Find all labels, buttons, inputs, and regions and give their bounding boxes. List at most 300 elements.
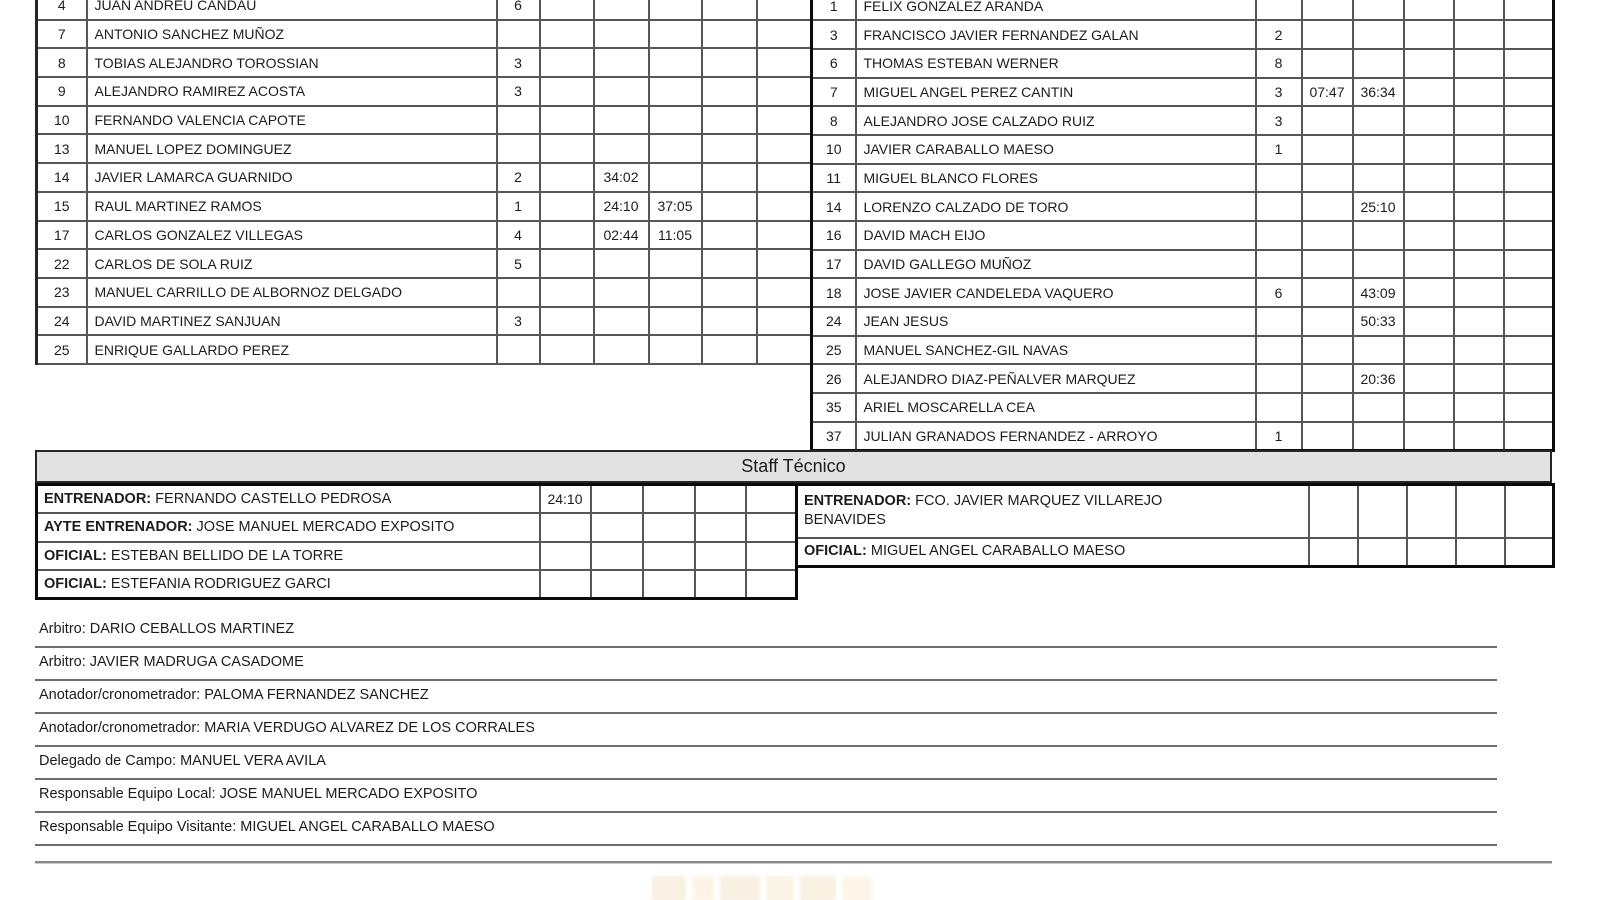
stat-cell [1256, 336, 1302, 365]
stat-cell [1504, 307, 1554, 336]
player-row [812, 221, 1554, 250]
stat-cell [1353, 0, 1404, 20]
staff-stat-cell [1407, 485, 1456, 538]
stat-cell [1454, 135, 1504, 164]
stat-cell [757, 20, 812, 49]
player-number: 7 [37, 20, 87, 49]
stat-cell [1504, 49, 1554, 78]
stat-cell [540, 163, 594, 192]
stat-cell [702, 307, 757, 336]
official-name: MIGUEL ANGEL CARABALLO MAESO [240, 819, 495, 835]
stat-cell [1302, 250, 1353, 279]
stat-cell [757, 307, 812, 336]
stat-cell [649, 163, 702, 192]
stat-cell: 6 [497, 0, 540, 20]
player-name: ALEJANDRO DIAZ-PEÑALVER MARQUEZ [856, 364, 1256, 393]
cutoff-stamp-fragment [652, 876, 908, 900]
stat-cell [1404, 78, 1454, 107]
stat-cell [1454, 336, 1504, 365]
player-row [812, 250, 1554, 279]
stat-cell: 34:02 [594, 163, 649, 192]
player-row [812, 192, 1554, 221]
stat-cell [1454, 422, 1504, 451]
staff-stat-cell [643, 542, 695, 571]
stat-cell [1302, 192, 1353, 221]
stat-cell [1302, 135, 1353, 164]
stat-cell: 1 [1256, 135, 1302, 164]
staff-member: OFICIAL: ESTEFANIA RODRIGUEZ GARCI [37, 570, 540, 599]
player-row [812, 422, 1554, 451]
stat-cell [540, 77, 594, 106]
stat-cell [702, 192, 757, 221]
stat-cell [1353, 221, 1404, 250]
player-number: 8 [37, 48, 87, 77]
stat-cell: 3 [1256, 78, 1302, 107]
player-row [812, 106, 1554, 135]
staff-member: ENTRENADOR: FCO. JAVIER MARQUEZ VILLAREJO BENAVIDES [797, 485, 1309, 538]
stat-cell [757, 163, 812, 192]
stat-cell [649, 335, 702, 364]
stat-cell [1302, 106, 1353, 135]
stat-cell [1504, 221, 1554, 250]
player-name: RAUL MARTINEZ RAMOS [87, 192, 497, 221]
player-row [37, 48, 812, 77]
player-row [812, 20, 1554, 49]
stat-cell [1454, 192, 1504, 221]
stat-cell [1504, 106, 1554, 135]
stat-cell [1256, 307, 1302, 336]
official-role-label: Delegado de Campo: [39, 753, 181, 769]
staff-row [797, 485, 1554, 538]
stat-cell [649, 77, 702, 106]
player-name: JOSE JAVIER CANDELEDA VAQUERO [856, 278, 1256, 307]
stat-cell [540, 221, 594, 250]
player-name: MIGUEL ANGEL PEREZ CANTIN [856, 78, 1256, 107]
player-name: ANTONIO SANCHEZ MUÑOZ [87, 20, 497, 49]
stat-cell [594, 0, 649, 20]
stat-cell [1302, 221, 1353, 250]
stat-cell [1256, 0, 1302, 20]
stat-cell [1302, 336, 1353, 365]
stat-cell [1454, 0, 1504, 20]
stat-cell [1256, 364, 1302, 393]
stat-cell: 2 [1256, 20, 1302, 49]
stat-cell [1404, 336, 1454, 365]
stat-cell [702, 0, 757, 20]
stat-cell [1504, 192, 1554, 221]
player-name: ARIEL MOSCARELLA CEA [856, 393, 1256, 422]
stat-cell: 50:33 [1353, 307, 1404, 336]
player-number: 8 [812, 106, 856, 135]
player-number: 26 [812, 364, 856, 393]
stat-cell [1353, 164, 1404, 193]
player-row [37, 77, 812, 106]
player-number: 10 [812, 135, 856, 164]
stat-cell [649, 106, 702, 135]
staff-stat-cell [1505, 485, 1554, 538]
footer-divider [35, 861, 1552, 864]
player-name: JUAN ANDREU CANDAU [87, 0, 497, 20]
player-name: JAVIER LAMARCA GUARNIDO [87, 163, 497, 192]
stat-cell [702, 221, 757, 250]
player-row [37, 134, 812, 163]
player-row [37, 335, 812, 364]
stat-cell [1302, 49, 1353, 78]
player-number: 7 [812, 78, 856, 107]
stat-cell [1504, 164, 1554, 193]
stat-cell [757, 221, 812, 250]
stat-cell [1302, 278, 1353, 307]
player-row [37, 249, 812, 278]
player-row [812, 135, 1554, 164]
staff-stat-cell [1358, 538, 1407, 567]
stat-cell [1302, 307, 1353, 336]
player-number: 17 [812, 250, 856, 279]
official-row [35, 747, 1497, 780]
staff-role-label: OFICIAL: [44, 547, 111, 564]
stat-cell [1256, 164, 1302, 193]
player-number: 17 [37, 221, 87, 250]
stat-cell [1256, 250, 1302, 279]
staff-stat-cell [1309, 538, 1358, 567]
staff-stat-cell [643, 513, 695, 542]
stat-cell [594, 134, 649, 163]
stat-cell [702, 48, 757, 77]
player-row [812, 0, 1554, 20]
player-row [812, 278, 1554, 307]
match-officials-list [35, 615, 1497, 846]
stat-cell [757, 335, 812, 364]
official-row [35, 780, 1497, 813]
official-row [35, 681, 1497, 714]
player-name: MIGUEL BLANCO FLORES [856, 164, 1256, 193]
stat-cell [702, 163, 757, 192]
player-name: FRANCISCO JAVIER FERNANDEZ GALAN [856, 20, 1256, 49]
staff-stat-cell [643, 570, 695, 599]
player-number: 22 [37, 249, 87, 278]
stat-cell [497, 278, 540, 307]
stat-cell: 20:36 [1353, 364, 1404, 393]
stat-cell [1302, 364, 1353, 393]
stat-cell: 5 [497, 249, 540, 278]
staff-stat-cell [591, 485, 643, 514]
stat-cell [1353, 135, 1404, 164]
staff-role-label: OFICIAL: [804, 543, 871, 560]
stat-cell [1454, 49, 1504, 78]
stat-cell [757, 0, 812, 20]
staff-member: ENTRENADOR: FERNANDO CASTELLO PEDROSA [37, 485, 540, 514]
stat-cell [702, 335, 757, 364]
official-role-label: Arbitro: [39, 621, 90, 637]
stat-cell [1404, 135, 1454, 164]
player-name: THOMAS ESTEBAN WERNER [856, 49, 1256, 78]
stat-cell: 6 [1256, 278, 1302, 307]
stat-cell [649, 134, 702, 163]
stat-cell [1404, 221, 1454, 250]
staff-stat-cell [746, 485, 797, 514]
stat-cell: 25:10 [1353, 192, 1404, 221]
stat-cell: 43:09 [1353, 278, 1404, 307]
stat-cell: 4 [497, 221, 540, 250]
stat-cell [1353, 106, 1404, 135]
stat-cell [540, 106, 594, 135]
stat-cell [1404, 250, 1454, 279]
stat-cell [702, 134, 757, 163]
stat-cell [1454, 278, 1504, 307]
player-number: 23 [37, 278, 87, 307]
staff-role-label: AYTE ENTRENADOR: [44, 519, 197, 536]
player-number: 1 [812, 0, 856, 20]
stat-cell [540, 307, 594, 336]
staff-stat-cell [695, 513, 746, 542]
official-role-label: Anotador/cronometrador: [39, 687, 205, 703]
player-name: TOBIAS ALEJANDRO TOROSSIAN [87, 48, 497, 77]
visitor-roster-table [810, 0, 1555, 452]
stat-cell [1454, 20, 1504, 49]
player-number: 35 [812, 393, 856, 422]
stat-cell [1504, 135, 1554, 164]
stat-cell [594, 77, 649, 106]
player-name: MANUEL CARRILLO DE ALBORNOZ DELGADO [87, 278, 497, 307]
stat-cell [1302, 20, 1353, 49]
stat-cell [1504, 0, 1554, 20]
staff-role-label: OFICIAL: [44, 576, 111, 592]
stat-cell [1454, 106, 1504, 135]
staff-stat-cell [1358, 485, 1407, 538]
staff-stat-cell [591, 570, 643, 599]
stat-cell [757, 77, 812, 106]
stat-cell [594, 20, 649, 49]
staff-member: OFICIAL: ESTEBAN BELLIDO DE LA TORRE [37, 542, 540, 571]
stat-cell [649, 0, 702, 20]
player-number: 14 [812, 192, 856, 221]
stat-cell [594, 307, 649, 336]
stat-cell [649, 48, 702, 77]
stat-cell: 24:10 [594, 192, 649, 221]
player-name: FERNANDO VALENCIA CAPOTE [87, 106, 497, 135]
staff-stat-cell [1456, 485, 1505, 538]
stat-cell [1454, 307, 1504, 336]
staff-role-label: ENTRENADOR: [44, 491, 156, 507]
stat-cell [540, 192, 594, 221]
stat-cell [1504, 393, 1554, 422]
official-row [35, 813, 1497, 846]
stat-cell [497, 335, 540, 364]
stat-cell [594, 278, 649, 307]
stat-cell [1256, 192, 1302, 221]
player-name: ENRIQUE GALLARDO PEREZ [87, 335, 497, 364]
stat-cell [1504, 336, 1554, 365]
official-row [35, 714, 1497, 747]
stat-cell [1454, 364, 1504, 393]
official-name: MANUEL VERA AVILA [180, 753, 326, 769]
player-row [812, 49, 1554, 78]
player-row [812, 336, 1554, 365]
stat-cell [649, 249, 702, 278]
player-name: MANUEL LOPEZ DOMINGUEZ [87, 134, 497, 163]
player-name: JEAN JESUS [856, 307, 1256, 336]
stat-cell [1353, 49, 1404, 78]
stat-cell [540, 249, 594, 278]
stat-cell [757, 192, 812, 221]
stat-cell [1404, 422, 1454, 451]
official-row [35, 648, 1497, 681]
stat-cell [1404, 106, 1454, 135]
stat-cell [1404, 20, 1454, 49]
stat-cell [1353, 393, 1404, 422]
stat-cell [649, 20, 702, 49]
staff-row [797, 538, 1554, 567]
stat-cell [1404, 307, 1454, 336]
official-name: DARIO CEBALLOS MARTINEZ [89, 621, 295, 637]
player-name: CARLOS DE SOLA RUIZ [87, 249, 497, 278]
player-number: 14 [37, 163, 87, 192]
stat-cell [594, 335, 649, 364]
player-name: DAVID MACH EIJO [856, 221, 1256, 250]
stat-cell [649, 278, 702, 307]
player-number: 10 [37, 106, 87, 135]
stat-cell [1404, 278, 1454, 307]
player-row [37, 221, 812, 250]
player-name: ALEJANDRO RAMIREZ ACOSTA [87, 77, 497, 106]
staff-stat-cell [591, 513, 643, 542]
stat-cell [1454, 393, 1504, 422]
player-number: 25 [37, 335, 87, 364]
stat-cell [1353, 422, 1404, 451]
stat-cell [1404, 0, 1454, 20]
stat-cell: 2 [497, 163, 540, 192]
stat-cell: 36:34 [1353, 78, 1404, 107]
official-role-label: Responsable Equipo Local: [39, 786, 220, 802]
player-name: MANUEL SANCHEZ-GIL NAVAS [856, 336, 1256, 365]
staff-stat-cell [591, 542, 643, 571]
stat-cell [1404, 192, 1454, 221]
official-role-label: Arbitro: [39, 654, 90, 670]
player-number: 3 [812, 20, 856, 49]
staff-stat-cell [540, 542, 591, 571]
stat-cell [1353, 336, 1404, 365]
stat-cell [497, 134, 540, 163]
stat-cell [1454, 221, 1504, 250]
stat-cell [757, 134, 812, 163]
stat-cell: 07:47 [1302, 78, 1353, 107]
staff-stat-cell [643, 485, 695, 514]
stat-cell [1454, 250, 1504, 279]
staff-row [37, 542, 797, 571]
stat-cell [540, 134, 594, 163]
stat-cell [540, 278, 594, 307]
visitor-staff-table [795, 483, 1555, 568]
stat-cell [702, 249, 757, 278]
staff-stat-cell [695, 485, 746, 514]
official-name: JAVIER MADRUGA CASADOME [89, 654, 304, 670]
player-name: FELIX GONZALEZ ARANDA [856, 0, 1256, 20]
player-number: 18 [812, 278, 856, 307]
official-name: JOSE MANUEL MERCADO EXPOSITO [219, 786, 478, 802]
staff-stat-cell [695, 542, 746, 571]
stat-cell: 3 [1256, 106, 1302, 135]
official-row [35, 615, 1497, 648]
stat-cell [702, 106, 757, 135]
player-row [37, 163, 812, 192]
stat-cell [1302, 393, 1353, 422]
local-roster-table [35, 0, 813, 365]
stat-cell [540, 48, 594, 77]
player-row [37, 307, 812, 336]
stat-cell [1404, 393, 1454, 422]
stat-cell: 1 [497, 192, 540, 221]
staff-section-header: Staff Técnico [35, 450, 1552, 483]
player-number: 37 [812, 422, 856, 451]
stat-cell [594, 249, 649, 278]
player-name: ALEJANDRO JOSE CALZADO RUIZ [856, 106, 1256, 135]
official-role-label: Responsable Equipo Visitante: [39, 819, 241, 835]
player-row [37, 106, 812, 135]
staff-role-label: ENTRENADOR: [804, 493, 916, 510]
player-name: DAVID MARTINEZ SANJUAN [87, 307, 497, 336]
stat-cell [1256, 221, 1302, 250]
player-number: 13 [37, 134, 87, 163]
staff-row [37, 513, 797, 542]
player-number: 11 [812, 164, 856, 193]
stat-cell [1504, 364, 1554, 393]
player-number: 25 [812, 336, 856, 365]
player-number: 6 [812, 49, 856, 78]
stat-cell [1404, 49, 1454, 78]
player-row [812, 364, 1554, 393]
stat-cell [649, 307, 702, 336]
player-number: 16 [812, 221, 856, 250]
stat-cell [1454, 164, 1504, 193]
stat-cell [1454, 78, 1504, 107]
stat-cell [1504, 78, 1554, 107]
official-name: PALOMA FERNANDEZ SANCHEZ [204, 687, 429, 703]
player-row [37, 192, 812, 221]
staff-stat-cell [1407, 538, 1456, 567]
player-number: 24 [812, 307, 856, 336]
player-number: 15 [37, 192, 87, 221]
stat-cell [757, 106, 812, 135]
player-name: LORENZO CALZADO DE TORO [856, 192, 1256, 221]
staff-stat-cell [540, 570, 591, 599]
stat-cell [1504, 422, 1554, 451]
staff-stat-cell: 24:10 [540, 485, 591, 514]
player-row [37, 278, 812, 307]
stat-cell [1504, 250, 1554, 279]
staff-member: OFICIAL: MIGUEL ANGEL CARABALLO MAESO [797, 538, 1309, 567]
player-number: 9 [37, 77, 87, 106]
stat-cell: 3 [497, 48, 540, 77]
stat-cell [497, 106, 540, 135]
player-row [812, 393, 1554, 422]
stat-cell [540, 0, 594, 20]
stat-cell [757, 249, 812, 278]
stat-cell [1504, 278, 1554, 307]
player-number: 24 [37, 307, 87, 336]
staff-stat-cell [1505, 538, 1554, 567]
staff-member: AYTE ENTRENADOR: JOSE MANUEL MERCADO EXPOSITO [37, 513, 540, 542]
player-name: CARLOS GONZALEZ VILLEGAS [87, 221, 497, 250]
stat-cell: 37:05 [649, 192, 702, 221]
stat-cell [1353, 250, 1404, 279]
staff-row [37, 570, 797, 599]
stat-cell [1302, 0, 1353, 20]
stat-cell: 3 [497, 77, 540, 106]
staff-stat-cell [746, 513, 797, 542]
player-row [37, 20, 812, 49]
player-row [812, 164, 1554, 193]
stat-cell: 1 [1256, 422, 1302, 451]
